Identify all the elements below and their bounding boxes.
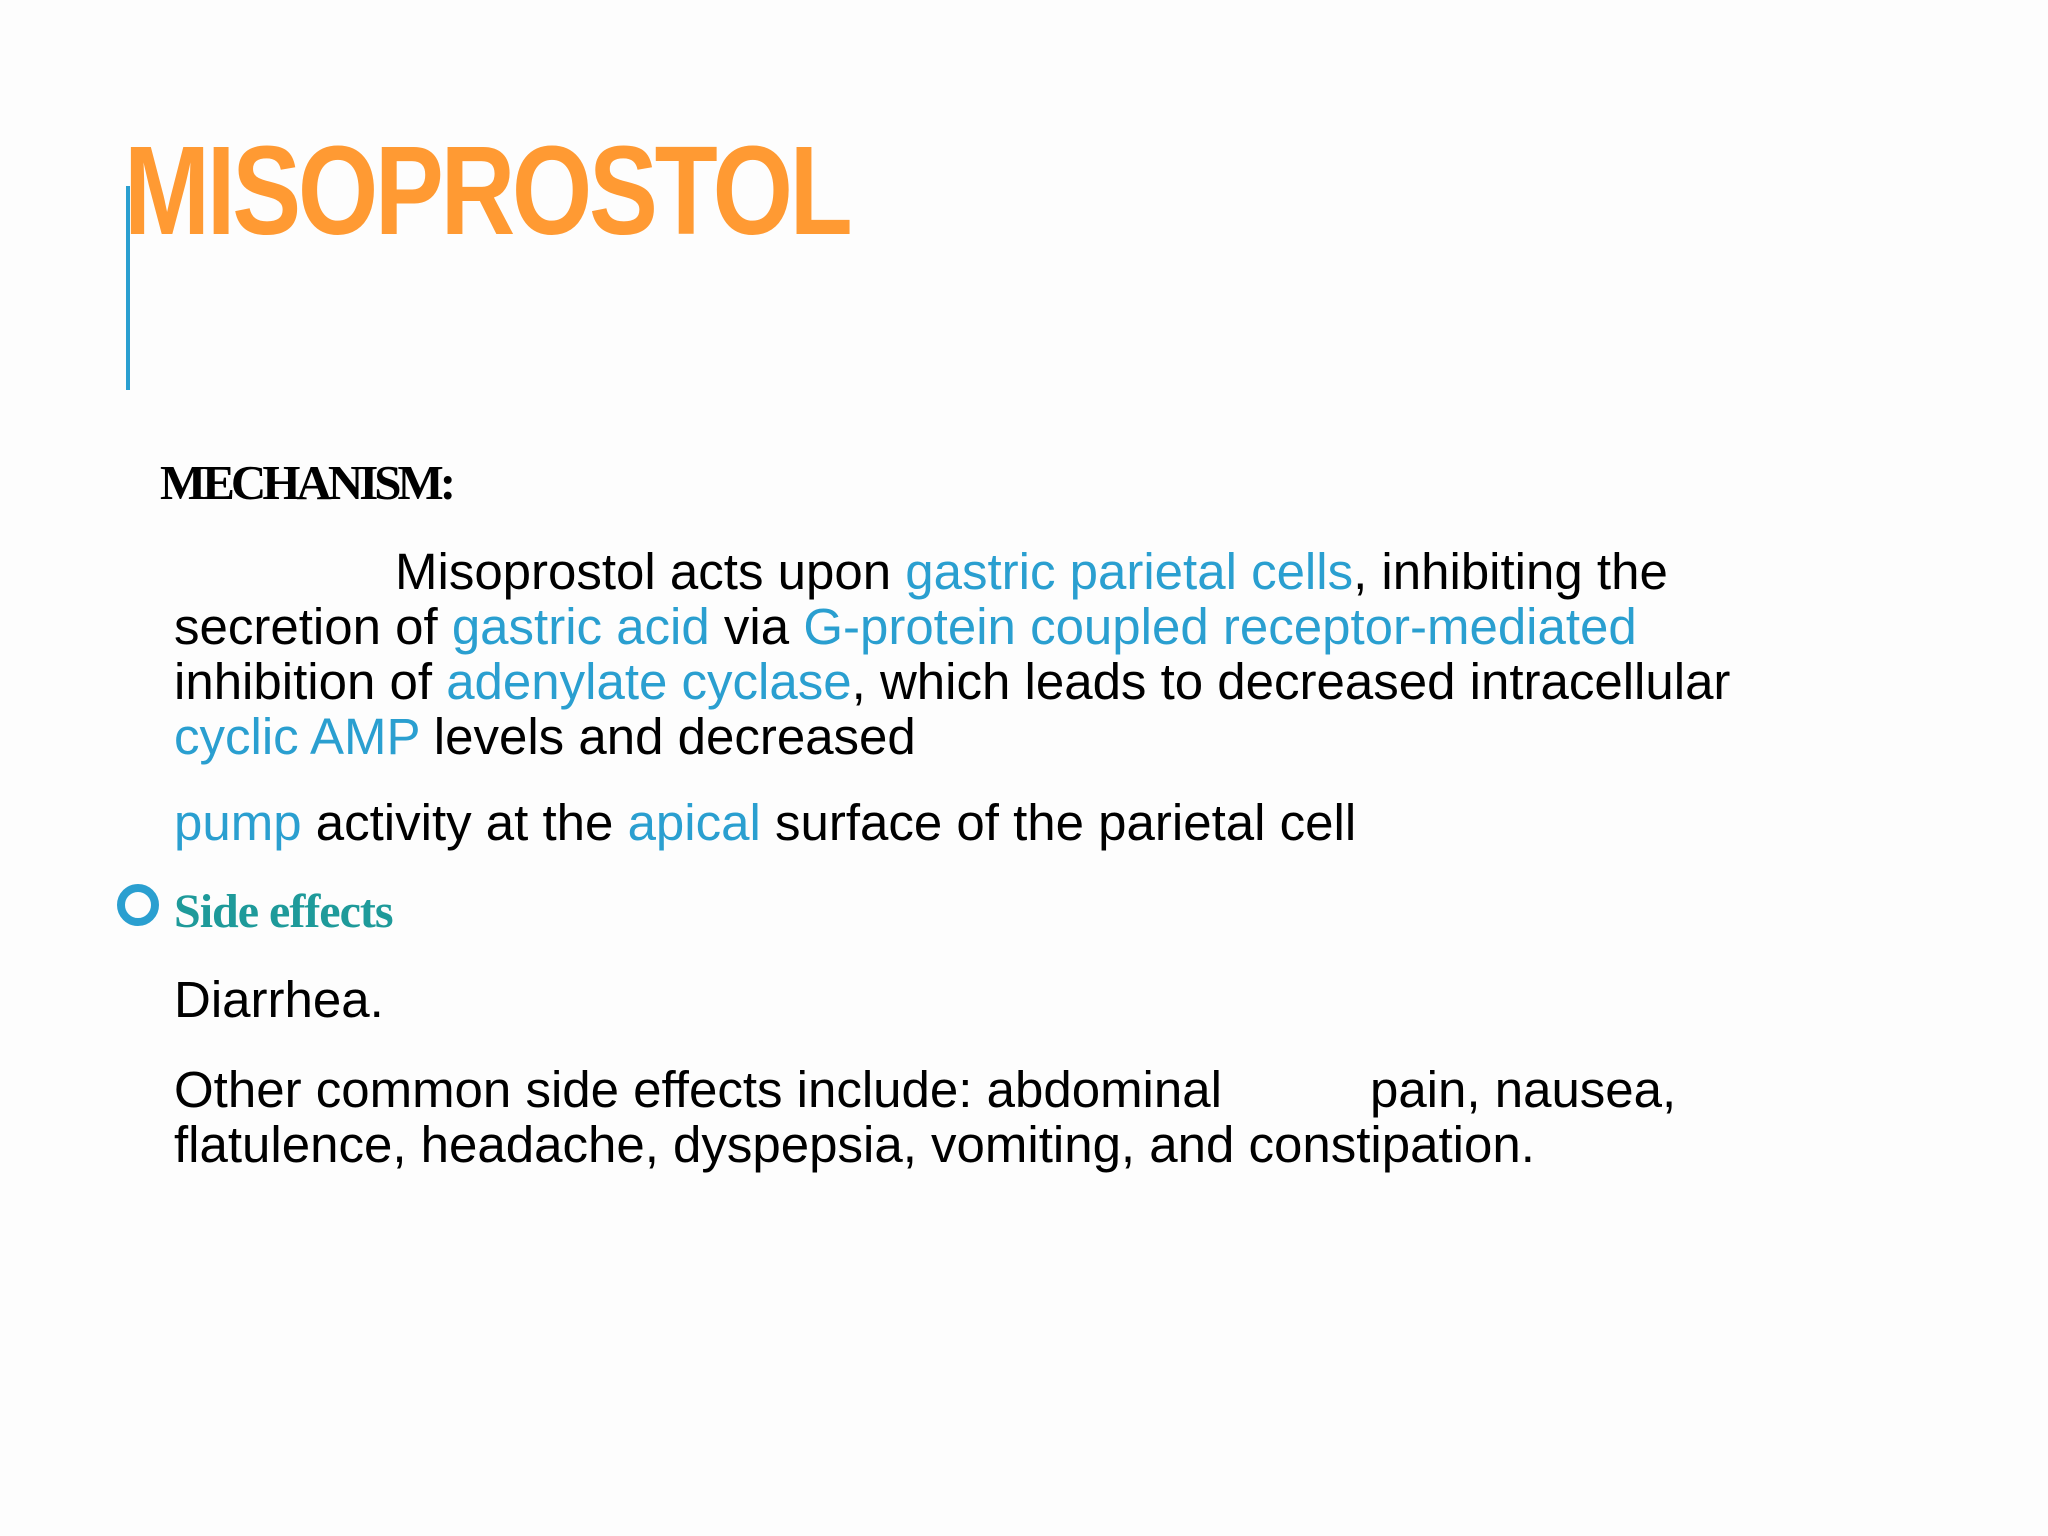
term-gastric-acid[interactable]: gastric acid (451, 598, 710, 655)
other-side-effects (174, 1062, 1954, 1172)
term-apical[interactable]: apical (627, 794, 761, 851)
text-run: via (709, 598, 804, 655)
term-cyclic-amp[interactable]: cyclic AMP (174, 708, 420, 765)
mechanism-heading: MECHANISM: (160, 455, 453, 510)
mechanism-paragraph (174, 544, 1954, 764)
text-run: Other common side effects include: abdominal (174, 1061, 1222, 1118)
text-run: Misoprostol acts upon (395, 543, 906, 600)
text-run: , inhibiting the (1353, 543, 1668, 600)
other-side-effects-line-2: flatulence, headache, dyspepsia, vomiting, and constipation. (174, 1116, 1535, 1173)
term-gpcr-mediated[interactable]: G-protein coupled receptor-mediated (803, 598, 1637, 655)
term-pump[interactable]: pump (174, 794, 302, 851)
mechanism-line-4 (174, 709, 1954, 764)
mechanism-line-1 (174, 544, 1954, 599)
mechanism-line-2 (174, 599, 1954, 654)
side-effects-heading: Side effects (174, 885, 393, 938)
term-adenylate-cyclase[interactable]: adenylate cyclase (446, 653, 852, 710)
circle-bullet-icon (117, 884, 159, 926)
mechanism-line-5 (174, 795, 1954, 850)
text-run: secretion of (174, 598, 452, 655)
mechanism-line-3 (174, 654, 1954, 709)
text-run: pain, nausea, (1369, 1061, 1677, 1118)
text-run: inhibition of (174, 653, 447, 710)
other-side-effects-line-1 (174, 1062, 1954, 1117)
text-run: levels and decreased (419, 708, 916, 765)
slide-title: MISOPROSTOL (124, 120, 850, 261)
text-run: , which leads to decreased intracellular (851, 653, 1731, 710)
term-gastric-parietal-cells[interactable]: gastric parietal cells (905, 543, 1354, 600)
text-run: activity at the (301, 794, 628, 851)
side-effect-diarrhea: Diarrhea. (174, 971, 384, 1028)
text-run: surface of the parietal cell (760, 794, 1357, 851)
